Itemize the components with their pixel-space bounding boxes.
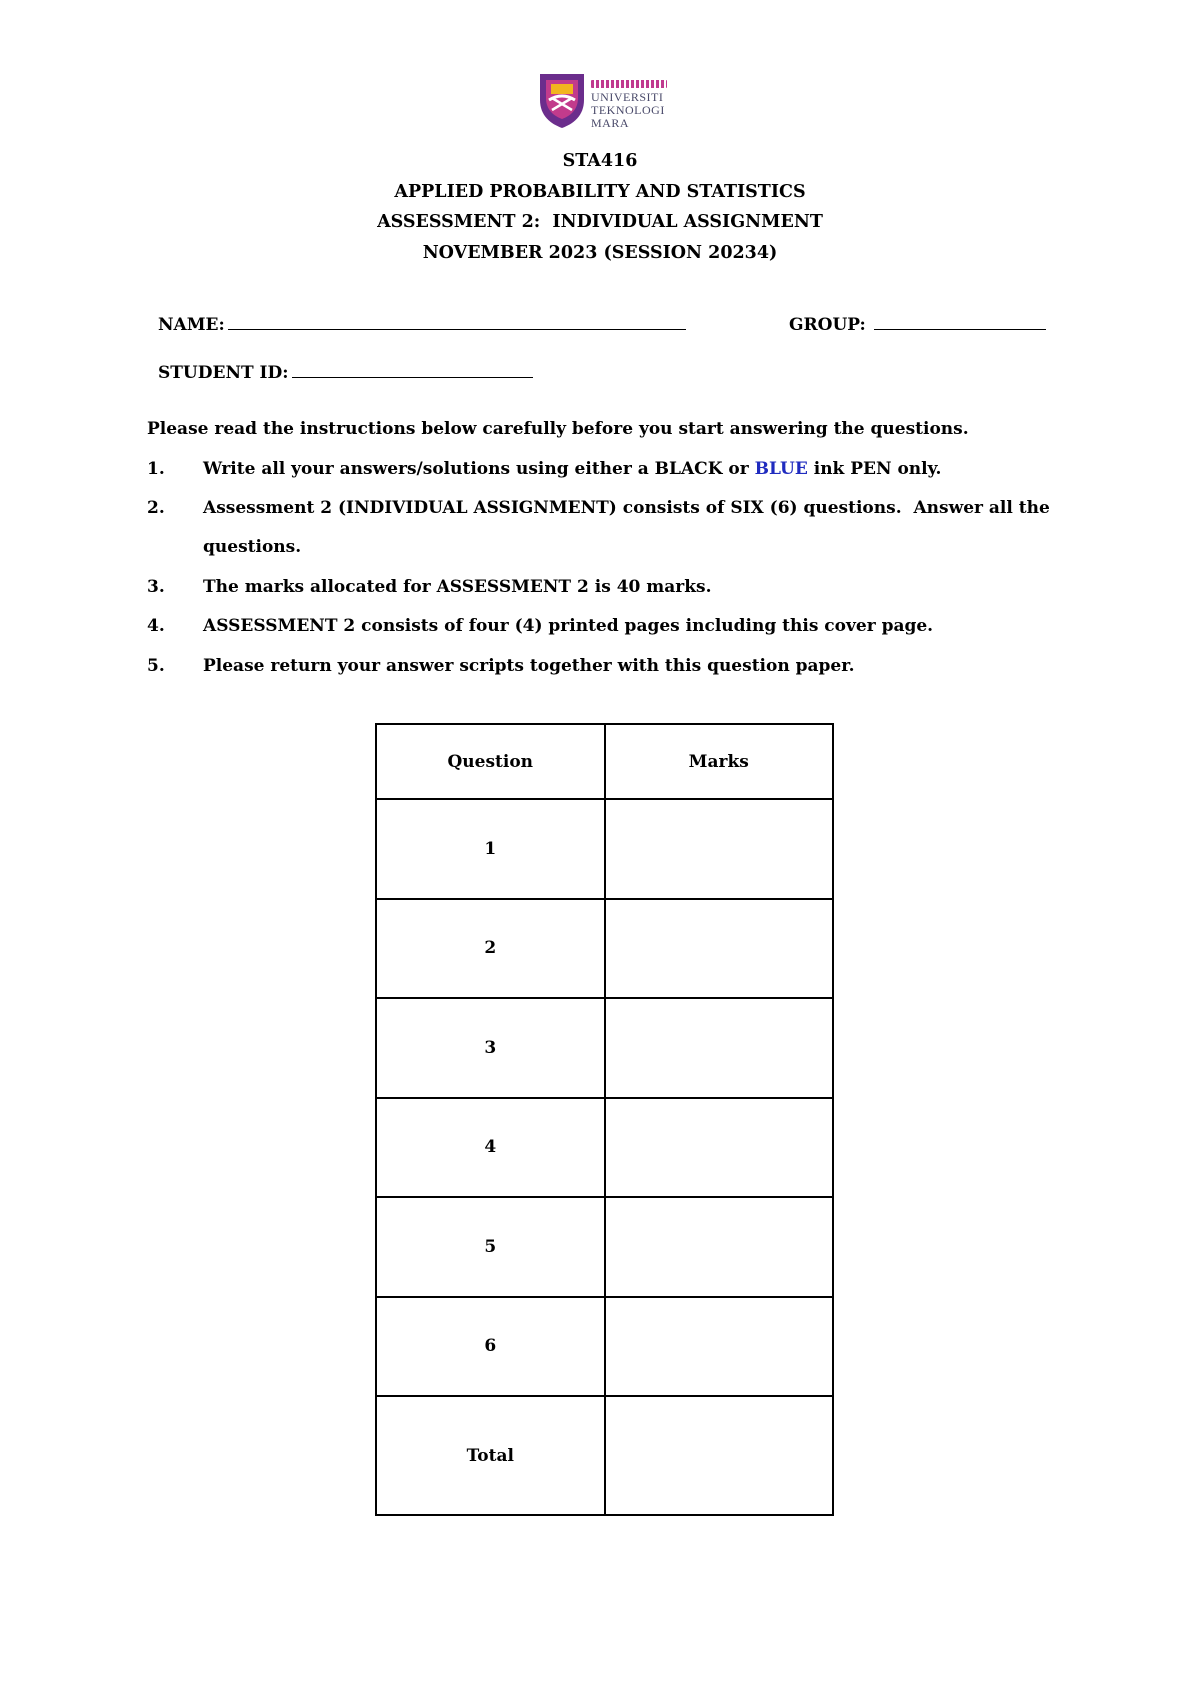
table-row <box>376 1098 833 1198</box>
question-number-cell: 6 <box>376 1297 605 1397</box>
name-field[interactable] <box>158 315 686 335</box>
assessment-title: ASSESSMENT 2: INDIVIDUAL ASSIGNMENT <box>377 212 823 232</box>
marks-cell[interactable] <box>605 1098 834 1198</box>
total-marks-cell[interactable] <box>605 1396 834 1515</box>
question-number-cell: 4 <box>376 1098 605 1198</box>
instruction-number: 1. <box>147 459 165 479</box>
table-row <box>376 899 833 999</box>
instruction-text-part: Write all your answers/solutions using either a <box>203 459 655 479</box>
name-blank-line[interactable] <box>228 315 686 330</box>
table-header-row <box>376 724 833 799</box>
course-title: APPLIED PROBABILITY AND STATISTICS <box>394 181 806 202</box>
question-number-cell: 1 <box>376 799 605 899</box>
student-id-blank-line[interactable] <box>292 363 533 378</box>
session-title: NOVEMBER 2023 (SESSION 20234) <box>422 242 778 263</box>
uitm-logo <box>537 70 677 134</box>
instructions-intro: Please read the instructions below carefully before you start answering the questions. <box>147 419 969 439</box>
table-row <box>376 998 833 1098</box>
instruction-number: 2. <box>147 498 165 518</box>
instruction-number: 5. <box>147 656 165 676</box>
instruction-number: 4. <box>147 616 165 636</box>
course-code: STA416 <box>562 151 638 171</box>
question-column-header: Question <box>376 724 605 799</box>
logo-line-3: MARA <box>591 116 630 130</box>
black-ink-word: BLACK <box>654 459 723 479</box>
marks-cell[interactable] <box>605 799 834 899</box>
marks-cell[interactable] <box>605 1197 834 1297</box>
question-number-cell: 3 <box>376 998 605 1098</box>
logo-line-1: UNIVERSITI <box>591 90 664 104</box>
logo-line-2: TEKNOLOGI <box>591 103 665 117</box>
student-id-field[interactable] <box>158 363 533 383</box>
question-number-cell: 5 <box>376 1197 605 1297</box>
name-label: NAME: <box>158 315 225 335</box>
table-row <box>376 799 833 899</box>
instruction-text: questions. <box>203 537 302 557</box>
instruction-text: Please return your answer scripts together with this question paper. <box>203 656 855 676</box>
total-label-cell: Total <box>376 1396 605 1515</box>
instruction-number: 3. <box>147 577 165 597</box>
table-row <box>376 1297 833 1397</box>
total-row <box>376 1396 833 1515</box>
marks-cell[interactable] <box>605 998 834 1098</box>
marks-cell[interactable] <box>605 1297 834 1397</box>
instruction-text: The marks allocated for ASSESSMENT 2 is 40 marks. <box>203 577 712 597</box>
group-blank-line[interactable] <box>874 315 1046 330</box>
group-label: GROUP: <box>789 315 866 335</box>
question-number-cell: 2 <box>376 899 605 999</box>
marks-cell[interactable] <box>605 899 834 999</box>
group-field[interactable] <box>789 315 1046 335</box>
marks-column-header: Marks <box>605 724 834 799</box>
instruction-text: Assessment 2 (INDIVIDUAL ASSIGNMENT) consists of SIX (6) questions. Answer all the <box>203 498 1050 518</box>
marks-table <box>375 723 834 1516</box>
title-block <box>0 146 1200 268</box>
student-id-label: STUDENT ID: <box>158 363 289 383</box>
instruction-text-part: or <box>722 459 755 479</box>
university-crest-icon <box>537 70 587 130</box>
blue-ink-word: BLUE <box>754 459 808 479</box>
instruction-text <box>203 459 1123 479</box>
instruction-text: ASSESSMENT 2 consists of four (4) printed pages including this cover page. <box>203 616 934 636</box>
logo-wordmark <box>591 80 667 130</box>
instruction-text-part: ink PEN only. <box>807 459 942 479</box>
table-row <box>376 1197 833 1297</box>
jawi-script-mark <box>591 80 667 88</box>
